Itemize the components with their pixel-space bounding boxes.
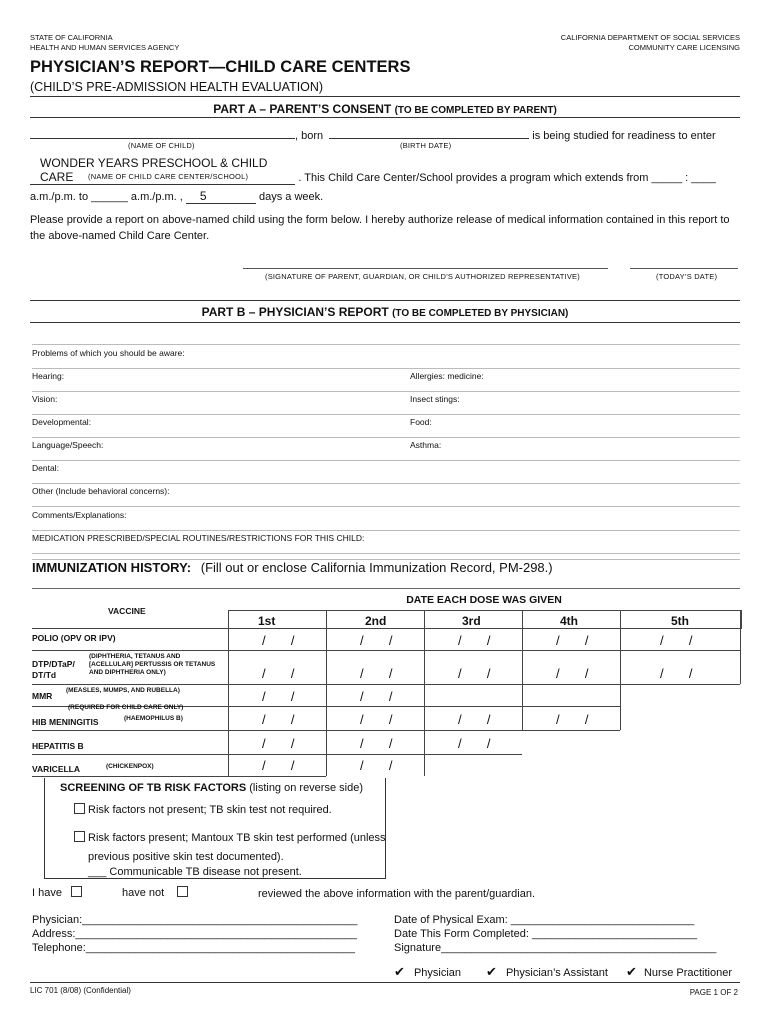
tb-not-present-checkbox[interactable] [74,803,85,814]
tb-heading [60,782,363,794]
assistant-role-label: Physician’s Assistant [505,967,608,979]
dose-date-cell[interactable]: / / [660,633,693,648]
part-a-note: (TO BE COMPLETED BY PARENT) [394,105,557,116]
problems-top-line [32,344,740,345]
dose-date-cell[interactable]: / / [262,666,295,681]
mmr-label: MMR [32,691,53,701]
comments-field[interactable] [32,508,740,531]
row-line-1 [32,628,740,629]
hearing-label: Hearing: [32,371,65,381]
part-a-rule-bottom [30,117,740,118]
program-hours-text: . This Child Care Center/School provides a program which extends from _____ : ____ [298,172,716,184]
born-label: , born [295,130,324,142]
role-physician[interactable] [394,964,461,980]
row-line-7 [32,776,326,777]
birth-date-caption: (BIRTH DATE) [400,141,452,150]
dose-date-cell[interactable]: / / [360,689,393,704]
developmental-food-row[interactable] [32,415,740,438]
page-number: PAGE 1 OF 2 [689,988,738,997]
physician-info-fields[interactable] [32,913,357,955]
asthma-label: Asthma: [410,440,442,450]
tb-option-2[interactable] [74,829,386,882]
dose-4th-header: 4th [560,614,578,628]
part-b-note: (TO BE COMPLETED BY PHYSICIAN) [392,308,569,319]
footer-rule [30,982,740,983]
row-line-2 [32,650,740,651]
polio-label: POLIO (OPV OR IPV) [32,633,116,643]
birth-date-field[interactable] [329,127,529,139]
days-label: days a week. [258,191,324,203]
form-id: LIC 701 (8/08) (Confidential) [30,986,131,995]
part-b-heading [0,305,770,319]
immunization-note: (Fill out or enclose California Immunization Record, PM-298.) [200,560,553,575]
department-label: CALIFORNIA DEPARTMENT OF SOCIAL SERVICES [560,33,740,42]
days-per-week-field[interactable]: 5 [186,189,256,204]
comments-label: Comments/Explanations: [32,510,127,520]
state-label: STATE OF CALIFORNIA [30,33,113,42]
part-b-rule [30,300,740,301]
hours-text: a.m./p.m. to ______ a.m./p.m. , [30,191,183,203]
i-have-label: I have [32,887,62,899]
assistant-check-icon[interactable]: ✔ [486,964,497,979]
dose-date-cell[interactable]: / / [262,633,295,648]
immunization-title: IMMUNIZATION HISTORY: [32,560,192,575]
dose-2nd-header: 2nd [365,614,387,628]
form-title: PHYSICIAN’S REPORT—CHILD CARE CENTERS [30,58,411,76]
dose-date-cell[interactable]: / / [556,712,589,727]
dose-col-divider-1 [326,610,327,776]
row-line-3 [32,684,740,685]
other-label: Other (Include behavioral concerns): [32,486,170,496]
department-header [561,33,740,53]
tb-option-1-label: Risk factors not present; TB skin test not required. [88,804,332,816]
date-caption: (TODAY’S DATE) [656,272,718,281]
telephone-field[interactable]: Telephone:____________________________________________ [32,942,356,954]
form-subtitle: (CHILD’S PRE-ADMISSION HEALTH EVALUATION) [30,80,324,94]
i-have-checkbox[interactable] [71,886,82,897]
hib-label: HIB MENINGITIS [32,717,99,727]
part-a-rule [30,96,740,97]
part-a-heading [0,102,770,116]
nurse-check-icon[interactable]: ✔ [626,964,637,979]
dtp-note-1: (DIPHTHERIA, TETANUS AND [89,653,181,660]
mmr-note: (MEASLES, MUMPS, AND RUBELLA) [66,687,180,694]
dose-date-header: DATE EACH DOSE WAS GIVEN [406,594,562,606]
dose-col-divider-0 [228,610,229,776]
agency-label: HEALTH AND HUMAN SERVICES AGENCY [30,43,180,52]
dose-date-cell[interactable]: / / [458,736,491,751]
row-line-6 [32,754,522,755]
allergies-label: Allergies: medicine: [410,371,484,381]
dose-5th-header: 5th [671,614,689,628]
row-line-5 [32,730,620,731]
days-row [30,189,323,204]
problems-field[interactable] [32,346,740,369]
vision-label: Vision: [32,394,58,404]
nurse-role-label: Nurse Practitioner [643,967,733,979]
signature-caption: (SIGNATURE OF PARENT, GUARDIAN, OR CHILD’S AUTHORIZED REPRESENTATIVE) [265,272,580,281]
have-not-checkbox[interactable] [177,886,188,897]
hepatitis-b-label: HEPATITIS B [32,741,84,751]
tb-title: SCREENING OF TB RISK FACTORS [60,782,247,794]
tb-option-2-label-cont: previous positive skin test documented). [88,851,284,863]
dose-date-cell[interactable]: / / [556,666,589,681]
hib-note-2: (HAEMOPHILUS B) [124,715,183,722]
hib-note-1: (REQUIRED FOR CHILD CARE ONLY) [68,704,184,711]
center-name-field[interactable]: WONDER YEARS PRESCHOOL & CHILD CARE [30,156,295,185]
dose-date-cell[interactable]: / / [458,666,491,681]
dose-col-divider-5 [740,610,741,684]
role-assistant[interactable] [486,964,608,980]
review-i-have[interactable] [32,886,85,899]
dose-headers [228,610,740,628]
dtp-note-3: AND DIPHTHERIA ONLY) [89,669,166,676]
dose-date-cell[interactable]: / / [360,712,393,727]
child-info-row [30,127,740,142]
vision-insect-row[interactable] [32,392,740,415]
problems-label: Problems of which you should be aware: [32,348,185,358]
dose-date-cell[interactable]: / / [262,712,295,727]
language-asthma-row[interactable] [32,438,740,461]
dose-col-divider-2 [424,610,425,776]
completed-date-field[interactable]: Date This Form Completed: ___________________________ [394,928,698,940]
physician-name-field[interactable]: Physician:_____________________________________________ [32,914,358,926]
immunization-heading [32,560,553,575]
insect-label: Insect stings: [410,394,460,404]
child-name-caption: (NAME OF CHILD) [128,141,195,150]
dose-date-cell[interactable]: / / [262,736,295,751]
review-text: reviewed the above information with the parent/guardian. [258,888,536,900]
part-b-title: PART B – PHYSICIAN’S REPORT [201,305,389,319]
address-field[interactable]: Address:______________________________________________ [32,928,357,940]
tb-option-3-label: ___ Communicable TB disease not present. [88,866,302,878]
physician-role-label: Physician [413,967,462,979]
dtp-label-line2: DT/Td [32,670,57,680]
dtp-note [89,653,215,677]
varicella-note: (CHICKENPOX) [106,763,154,770]
hearing-allergies-row[interactable] [32,369,740,392]
varicella-label: VARICELLA [32,764,81,774]
dose-date-cell[interactable]: / / [556,633,589,648]
part-a-title: PART A – PARENT’S CONSENT [213,102,392,116]
authorization-text: Please provide a report on above-named child using the form below. I hereby authorize release of medical information contained in this report to the above-named Child Care Center. [30,214,730,242]
immunization-rule [32,588,740,589]
dtp-label-line1: DTP/DTaP/ [32,659,75,669]
date-fields[interactable] [394,913,716,955]
dtp-note-2: [ACELLULAR] PERTUSSIS OR TETANUS [89,661,216,668]
dose-3rd-header: 3rd [462,614,481,628]
dose-date-cell[interactable]: / / [458,712,491,727]
developmental-label: Developmental: [32,417,92,427]
other-field[interactable] [32,484,740,507]
have-not-label: have not [122,887,165,899]
dental-field[interactable] [32,461,740,484]
dose-date-cell[interactable]: / / [360,758,393,773]
dtp-label [32,659,75,681]
dose-date-cell[interactable]: / / [458,633,491,648]
review-have-not[interactable] [122,886,191,899]
dose-date-cell[interactable]: / / [262,689,295,704]
dose-date-cell[interactable]: / / [360,736,393,751]
physician-check-icon[interactable]: ✔ [394,964,405,979]
tb-option-1[interactable] [74,803,332,816]
dose-date-cell[interactable]: / / [360,666,393,681]
tb-option-2-label: Risk factors present; Mantoux TB skin test performed (unless [88,832,386,844]
licensing-label: COMMUNITY CARE LICENSING [628,43,740,52]
part-b-rule-bottom [30,322,740,323]
medication-label: MEDICATION PRESCRIBED/SPECIAL ROUTINES/RESTRICTIONS FOR THIS CHILD: [32,533,365,543]
language-label: Language/Speech: [32,440,104,450]
dose-date-cell[interactable]: / / [360,633,393,648]
food-label: Food: [410,417,432,427]
medication-field[interactable] [32,531,740,554]
vaccine-header: VACCINE [108,606,146,616]
child-name-field[interactable] [30,127,295,139]
role-nurse[interactable] [626,964,732,980]
dental-label: Dental: [32,463,59,473]
dose-1st-header: 1st [258,614,276,628]
center-name-caption: (NAME OF CHILD CARE CENTER/SCHOOL) [88,172,249,181]
tb-note: (listing on reverse side) [249,782,363,794]
dose-date-cell[interactable]: / / [262,758,295,773]
parent-signature-line[interactable] [243,268,608,269]
tb-present-checkbox[interactable] [74,831,85,842]
physician-signature-field[interactable]: Signature_____________________________________________ [394,942,717,954]
studied-label: is being studied for readiness to enter [532,130,716,142]
agency-header [30,33,179,53]
todays-date-line[interactable] [630,268,738,269]
exam-date-field[interactable]: Date of Physical Exam: ______________________________ [394,914,695,926]
dose-date-cell[interactable]: / / [660,666,693,681]
